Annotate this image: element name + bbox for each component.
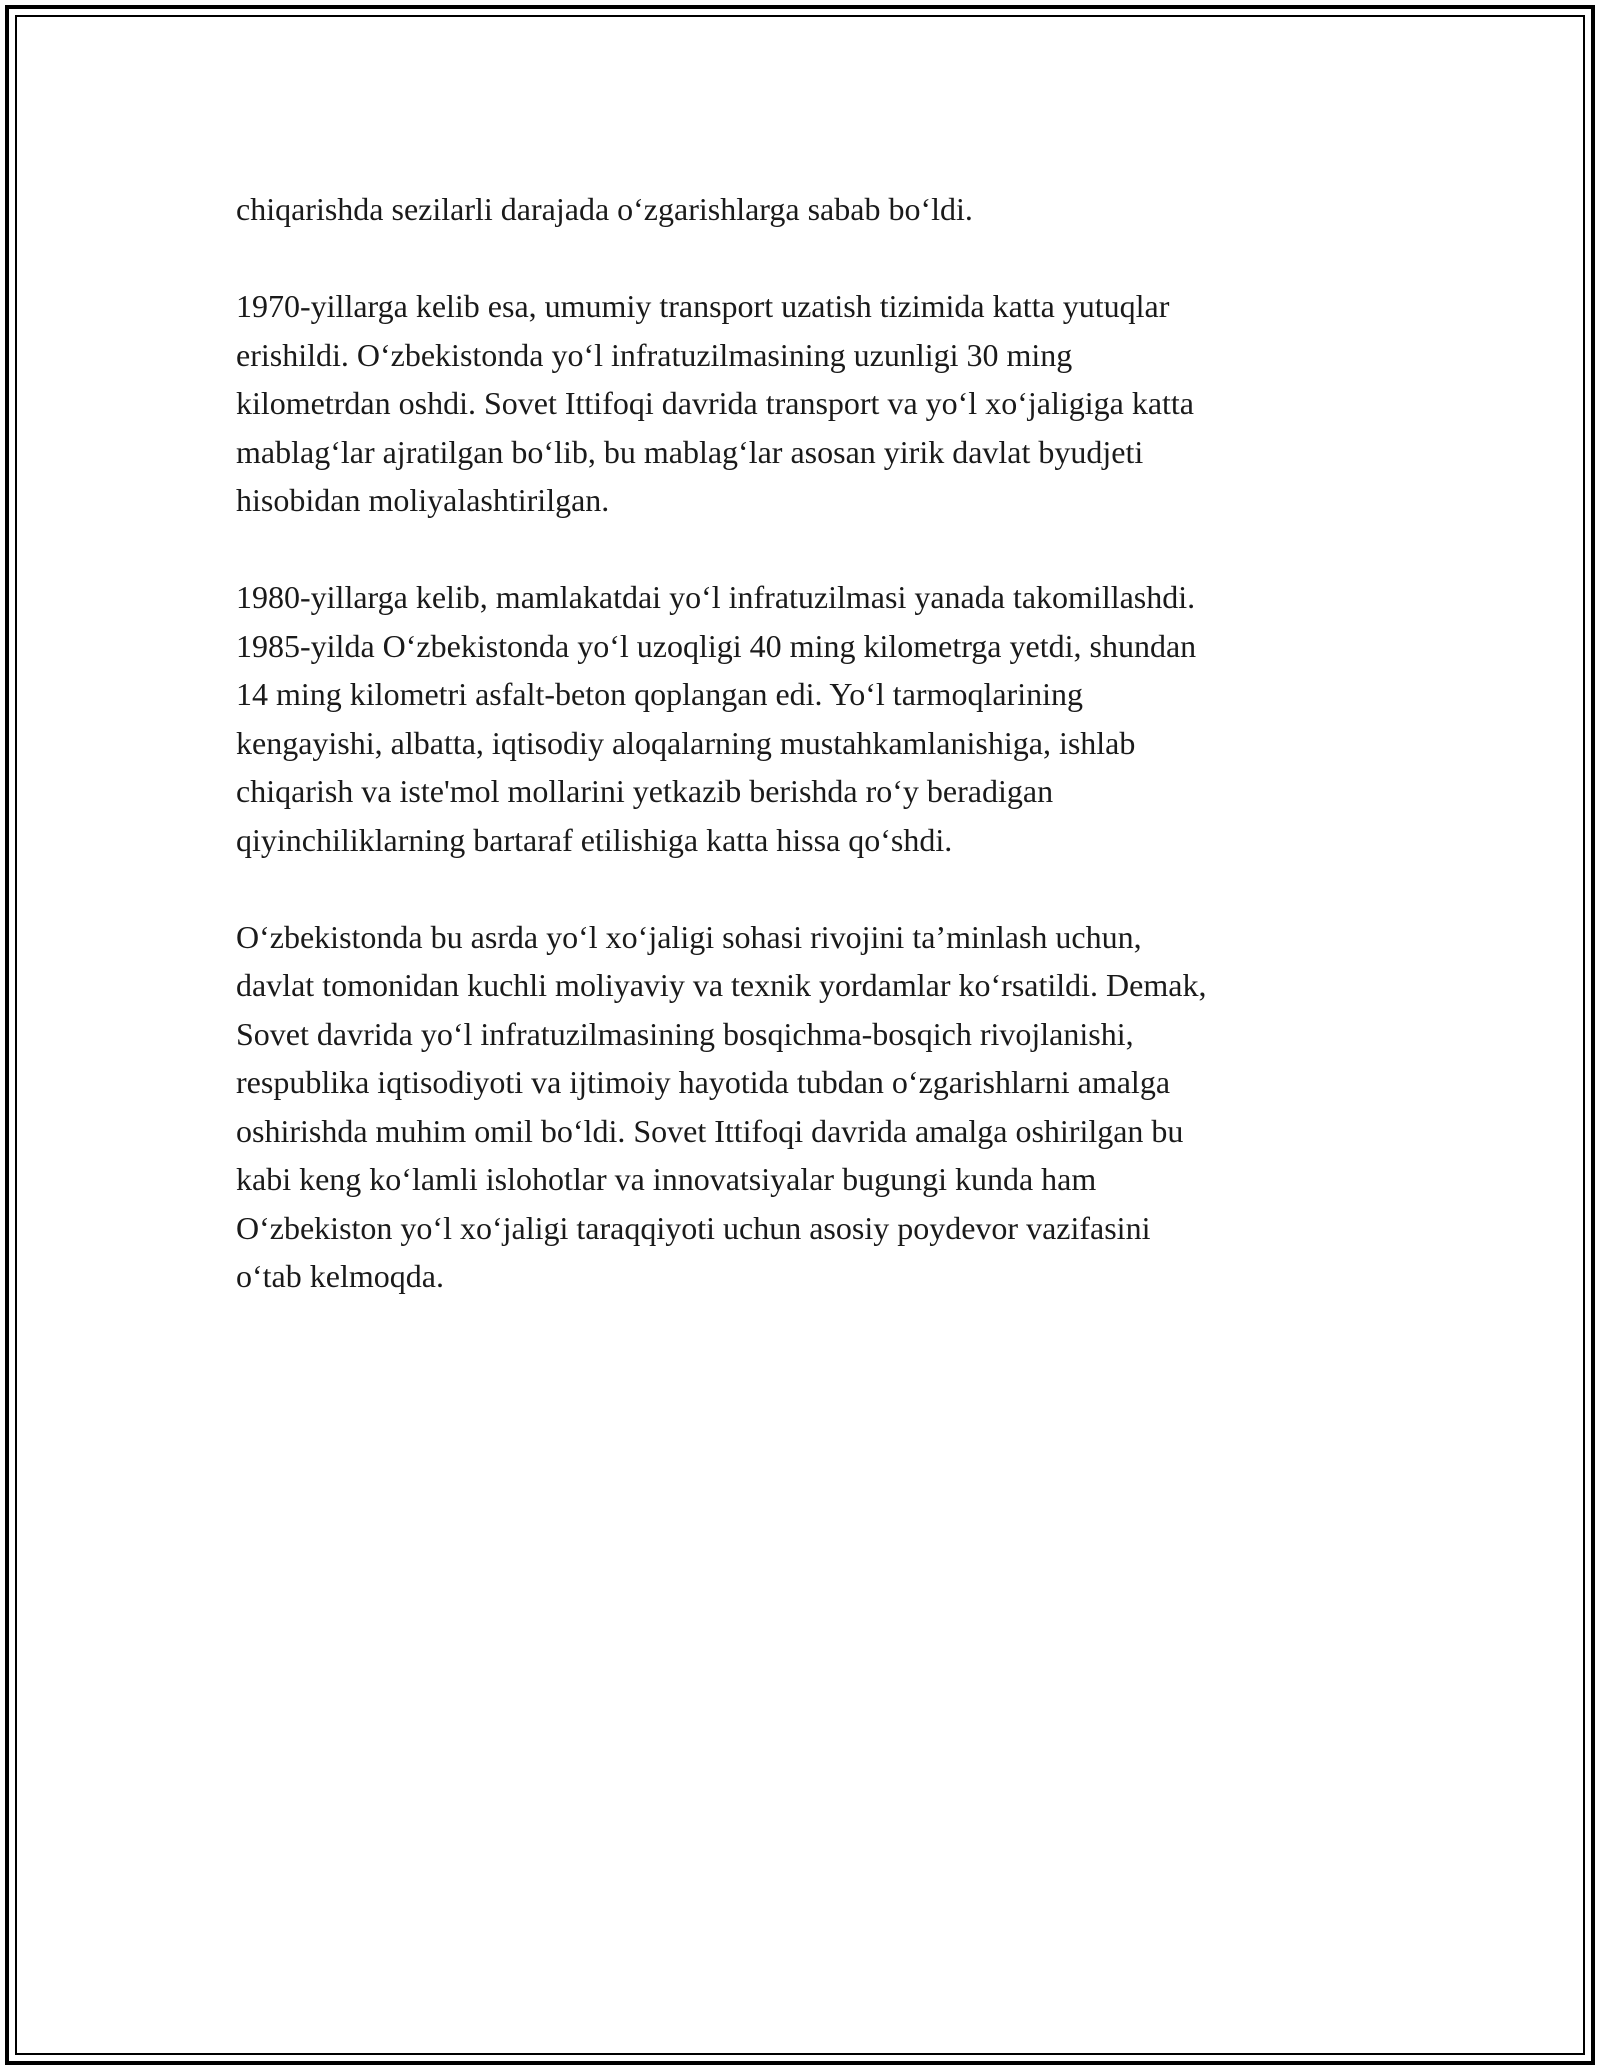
document-body <box>236 185 1366 1349</box>
paragraph-1: chiqarishda sezilarli darajada o‘zgarishlarga sabab bo‘ldi. <box>236 191 973 227</box>
paragraph-3: 1980-yillarga kelib, mamlakatdai yo‘l infratuzilmasi yanada takomillashdi. 1985-yilda O‘zbekistonda yo‘l uzoqligi 40 ming kilometrga yetdi, shundan 14 ming kilometri asfalt-beton qoplangan edi. Yo‘l tarmoqlarining kengayishi, albatta, iqtisodiy aloqalarning mustahkamlanishiga, ishlab chiqarish va iste'mol mollarini yetkazib berishda ro‘y beradigan qiyinchiliklarning bartaraf etilishiga katta hissa qo‘shdi. <box>236 579 1197 858</box>
paragraph-4: O‘zbekistonda bu asrda yo‘l xo‘jaligi sohasi rivojini ta’minlash uchun, davlat tomonidan kuchli moliyaviy va texnik yordamlar ko‘rsatildi. Demak, Sovet davrida yo‘l infratuzilmasining bosqichma-bosqich rivojlanishi, respublika iqtisodiyoti va ijtimoiy hayotida tubdan o‘zgarishlarni amalga oshirishda muhim omil bo‘ldi. Sovet Ittifoqi davrida amalga oshirilgan bu kabi keng ko‘lamli islohotlar va innovatsiyalar bugungi kunda ham O‘zbekiston yo‘l xo‘jaligi taraqqiyoti uchun asosiy poydevor vazifasini o‘tab kelmoqda. <box>236 918 1207 1294</box>
paragraph-2: 1970-yillarga kelib esa, umumiy transport uzatish tizimida katta yutuqlar erishildi. O‘zbekistonda yo‘l infratuzilmasining uzunligi 30 ming kilometrdan oshdi. Sovet Ittifoqi davrida transport va yo‘l xo‘jaligiga katta mablag‘lar ajratilgan bo‘lib, bu mablag‘lar asosan yirik davlat byudjeti hisobidan moliyalashtirilgan. <box>236 288 1194 518</box>
